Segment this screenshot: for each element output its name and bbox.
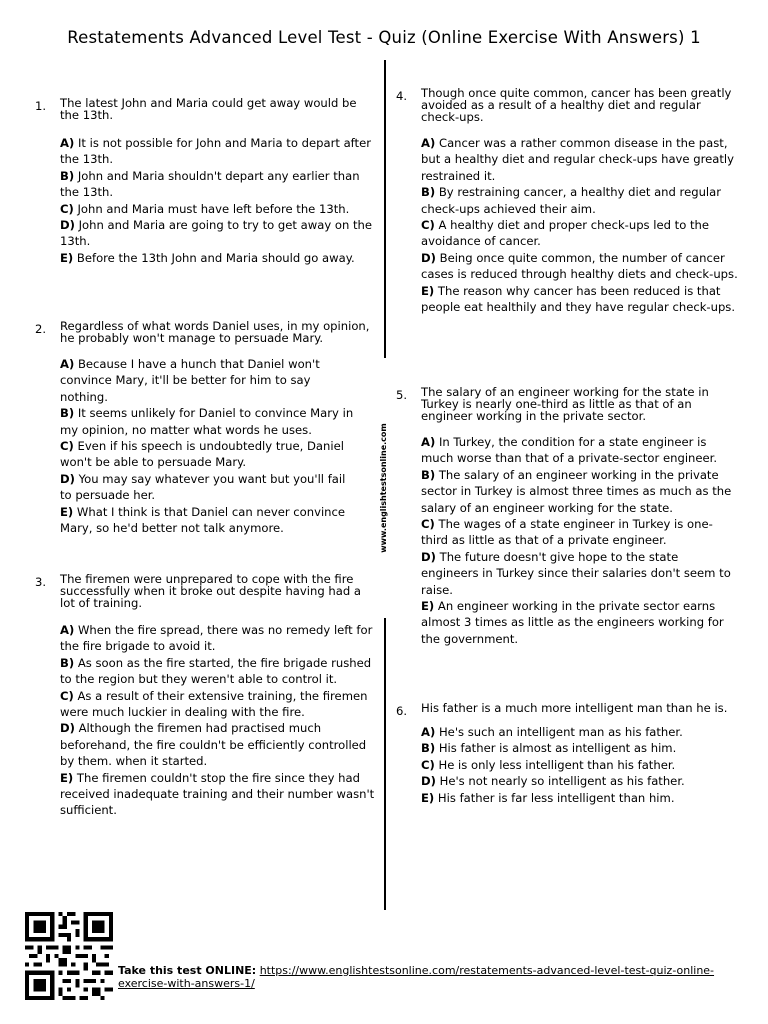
side-watermark: www.englishtestsonline.com — [379, 358, 389, 618]
question-number: 2. — [35, 322, 47, 336]
test-url-link[interactable]: https://www.englishtestsonline.com/restatements-advanced-level-test-quiz-online-exercise-with-answers-1/ — [118, 964, 715, 990]
answer-options — [421, 434, 739, 647]
option-e[interactable]: E) His father is far less intelligent than him. — [421, 790, 675, 805]
question-stem: Though once quite common, cancer has been greatly avoided as a result of a healthy diet and regular check-ups. — [421, 86, 732, 124]
option-c[interactable]: C) As a result of their extensive training, the firemen were much luckier in dealing with the fire. — [60, 688, 368, 720]
answer-options — [60, 622, 377, 819]
option-b[interactable]: B) His father is almost as intelligent as him. — [421, 741, 677, 756]
option-e[interactable]: E) What I think is that Daniel can never convince Mary, so he'd better not talk anymore. — [60, 504, 346, 536]
option-e[interactable]: E) Before the 13th John and Maria should go away. — [60, 250, 355, 265]
option-d[interactable]: D) He's not nearly so intelligent as his father. — [421, 774, 685, 789]
question-number: 1. — [35, 99, 47, 113]
answer-options — [421, 135, 741, 315]
option-d[interactable]: D) You may say whatever you want but you'll fail to persuade her. — [60, 471, 346, 503]
option-d[interactable]: D) The future doesn't give hope to the state engineers in Turkey since their salaries don't seem to raise. — [421, 549, 731, 597]
option-a[interactable]: A) He's such an intelligent man as his father. — [421, 725, 683, 739]
option-b[interactable]: B) John and Maria shouldn't depart any earlier than the 13th. — [60, 168, 360, 200]
footer-text — [118, 964, 718, 990]
page-title: Restatements Advanced Level Test - Quiz (Online Exercise With Answers) 1 — [67, 28, 701, 47]
question-number: 6. — [396, 704, 408, 718]
option-e[interactable]: E) The firemen couldn't stop the fire since they had received inadequate training and their number wasn't sufficient. — [60, 770, 375, 818]
footer — [25, 912, 745, 1002]
option-a[interactable]: A) Because I have a hunch that Daniel won't convince Mary, it'll be better for him to say nothing. — [60, 357, 320, 404]
option-b[interactable]: B) It seems unlikely for Daniel to convince Mary in my opinion, no matter what words he uses. — [60, 406, 354, 437]
question-stem: Regardless of what words Daniel uses, in my opinion, he probably won't manage to persuade Mary. — [60, 319, 370, 345]
question-number: 3. — [35, 575, 47, 589]
question-stem: The latest John and Maria could get away would be the 13th. — [60, 96, 357, 122]
option-d[interactable]: D) Being once quite common, the number of cancer cases is reduced through healthy diets and check-ups. — [421, 250, 738, 282]
option-b[interactable]: B) By restraining cancer, a healthy diet and regular check-ups achieved their aim. — [421, 185, 722, 216]
option-b[interactable]: B) The salary of an engineer working in the private sector in Turkey is almost three times as much as the salary of an engineer working for the state. — [421, 467, 732, 515]
answer-options — [60, 135, 375, 266]
option-a[interactable]: A) It is not possible for John and Maria to depart after the 13th. — [60, 136, 371, 167]
option-c[interactable]: C) John and Maria must have left before the 13th. — [60, 201, 350, 216]
question-stem: The salary of an engineer working for the state in Turkey is nearly one-third as little as that of an engineer working in the private sector. — [421, 385, 709, 423]
question-number: 4. — [396, 89, 408, 103]
answer-options — [60, 356, 360, 536]
question-stem: The firemen were unprepared to cope with the fire successfully when it broke out despite having had a lot of training. — [60, 572, 361, 610]
option-b[interactable]: B) As soon as the fire started, the fire brigade rushed to the region but they weren't able to control it. — [60, 655, 372, 687]
footer-lead: Take this test ONLINE: — [118, 964, 257, 977]
option-e[interactable]: E) An engineer working in the private sector earns almost 3 times as little as the engineers working for the government. — [421, 599, 724, 646]
option-e[interactable]: E) The reason why cancer has been reduced is that people eat healthily and they have regular check-ups. — [421, 283, 736, 315]
qr-code-icon[interactable] — [25, 912, 113, 1000]
option-c[interactable]: C) A healthy diet and proper check-ups led to the avoidance of cancer. — [421, 218, 710, 249]
option-c[interactable]: C) Even if his speech is undoubtedly true, Daniel won't be able to persuade Mary. — [60, 439, 344, 470]
option-a[interactable]: A) Cancer was a rather common disease in the past, but a healthy diet and regular check-ups have greatly restrained it. — [421, 136, 734, 183]
option-a[interactable]: A) In Turkey, the condition for a state engineer is much worse than that of a private-sector engineer. — [421, 435, 718, 466]
option-d[interactable]: D) Although the firemen had practised much beforehand, the fire couldn't be efficiently controlled by them. when it started. — [60, 721, 367, 769]
question-number: 5. — [396, 388, 408, 402]
option-c[interactable]: C) The wages of a state engineer in Turkey is one-third as little as that of a private engineer. — [421, 517, 713, 548]
answer-options — [421, 724, 741, 806]
option-d[interactable]: D) John and Maria are going to try to get away on the 13th. — [60, 218, 373, 249]
question-stem: His father is a much more intelligent man than he is. — [421, 701, 728, 715]
option-a[interactable]: A) When the fire spread, there was no remedy left for the fire brigade to avoid it. — [60, 623, 373, 654]
option-c[interactable]: C) He is only less intelligent than his father. — [421, 757, 676, 772]
